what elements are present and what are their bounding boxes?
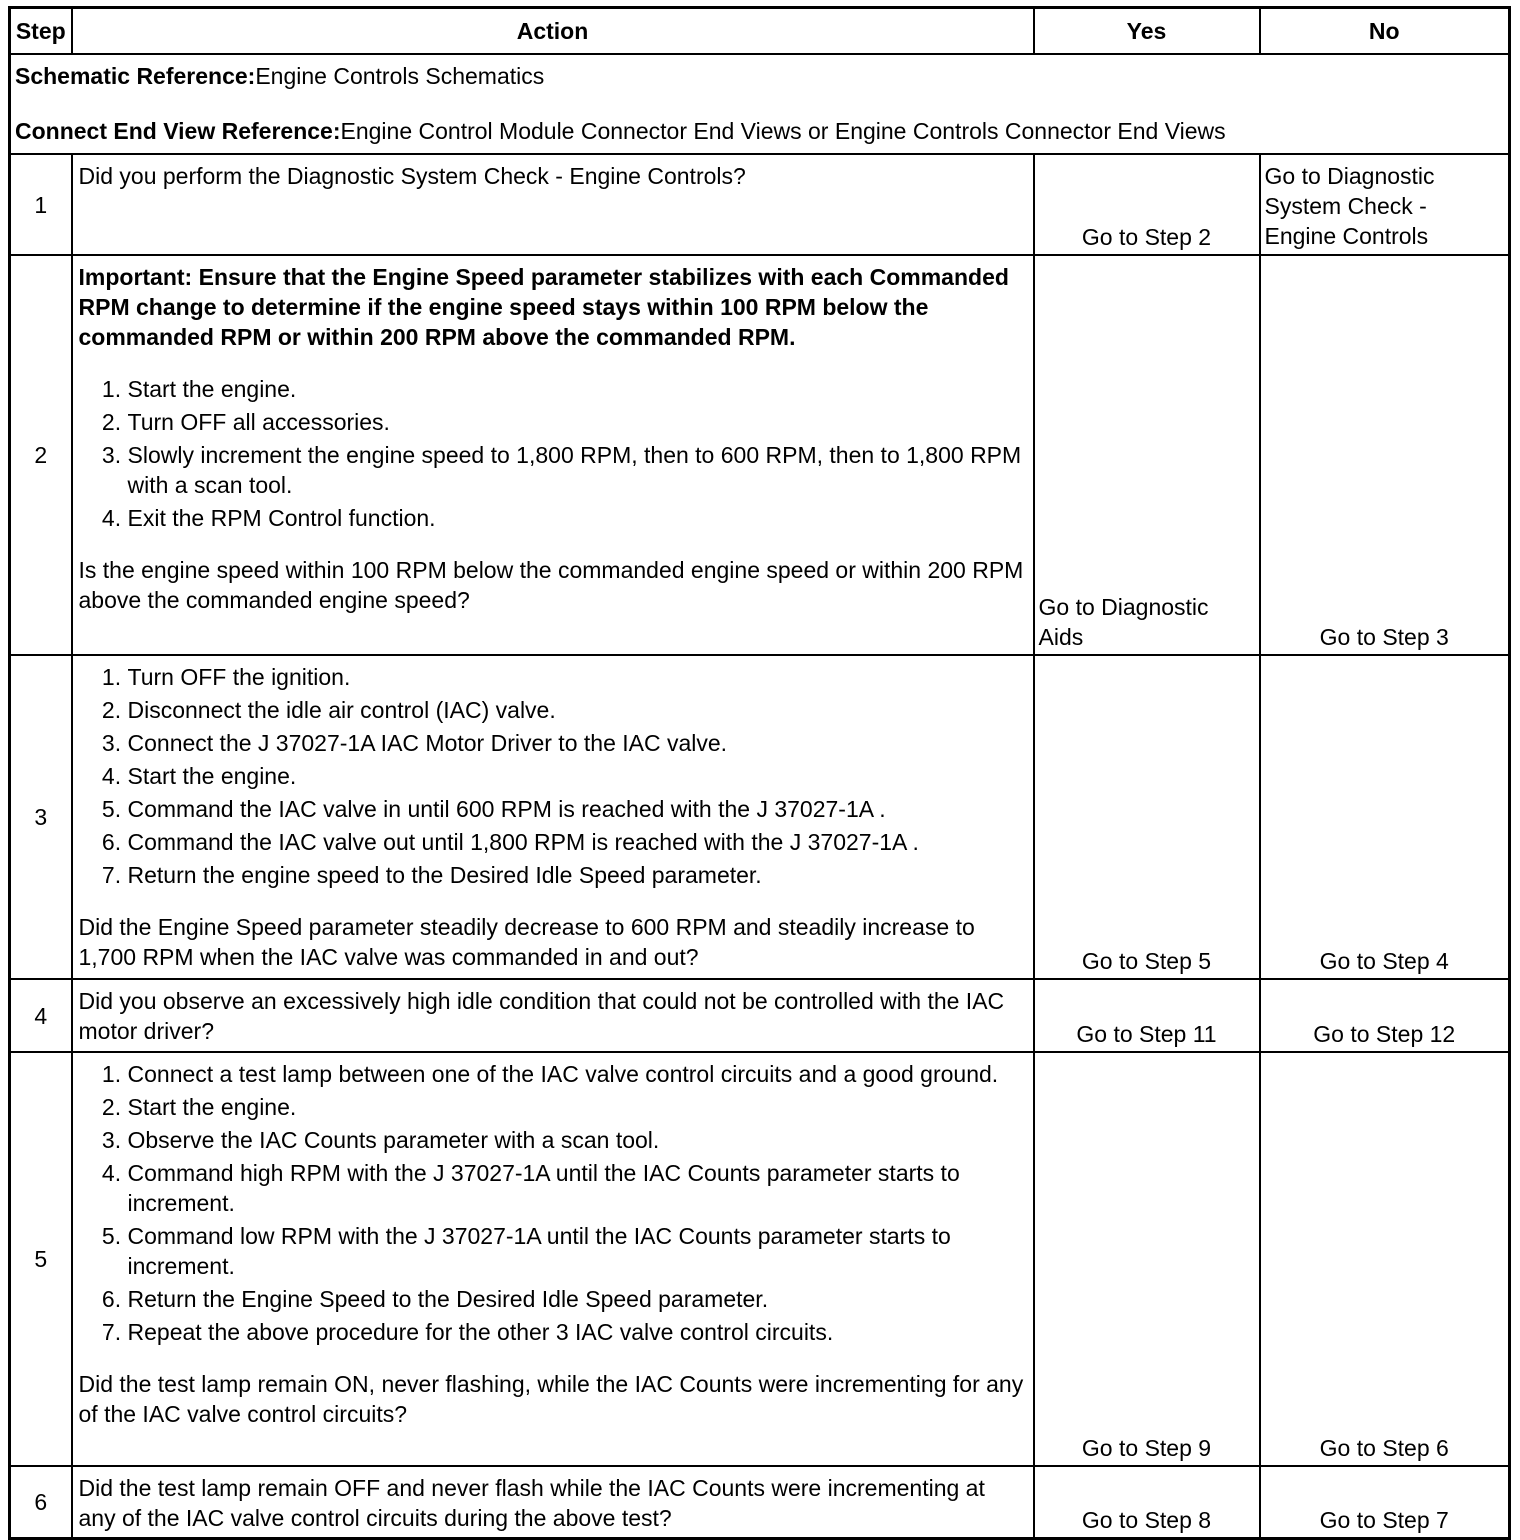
schematic-reference	[15, 61, 1504, 91]
step-question: Is the engine speed within 100 RPM below the commanded engine speed or within 200 RPM above the commanded engine speed?	[78, 557, 1024, 613]
list-item: 1. Connect a test lamp between one of the IAC valve control circuits and a good ground.	[128, 1059, 1027, 1089]
header-yes: Yes	[1034, 8, 1260, 55]
step-question: Did the test lamp remain OFF and never flash while the IAC Counts were incrementing at any of the IAC valve control circuits during the above test?	[78, 1475, 985, 1531]
list-item: 6. Command the IAC valve out until 1,800 RPM is reached with the J 37027-1A .	[128, 827, 1027, 857]
step-number: 1	[10, 154, 72, 255]
no-link[interactable]: Go to Step 12	[1260, 979, 1510, 1052]
header-action: Action	[72, 8, 1034, 55]
list-item: 4. Start the engine.	[128, 761, 1027, 791]
yes-link[interactable]: Go to Step 8	[1034, 1466, 1260, 1538]
no-link[interactable]: Go to Step 4	[1260, 655, 1510, 979]
table-row	[10, 1052, 1510, 1466]
list-item: 7. Return the engine speed to the Desired Idle Speed parameter.	[128, 860, 1027, 890]
table-row	[10, 1466, 1510, 1538]
list-item: 4. Exit the RPM Control function.	[128, 503, 1027, 533]
connector-reference-label: Connect End View Reference:	[15, 118, 341, 144]
no-link[interactable]: Go to Step 7	[1260, 1466, 1510, 1538]
no-link[interactable]: Go to Diagnostic System Check - Engine Controls	[1260, 154, 1510, 255]
connector-reference	[15, 116, 1504, 146]
references-cell	[10, 54, 1510, 154]
schematic-reference-link[interactable]: Engine Controls Schematics	[255, 63, 545, 89]
schematic-reference-label: Schematic Reference:	[15, 63, 256, 89]
no-link[interactable]: Go to Step 6	[1260, 1052, 1510, 1466]
list-item: 1. Start the engine.	[128, 374, 1027, 404]
yes-link[interactable]: Go to Step 9	[1034, 1052, 1260, 1466]
yes-link[interactable]: Go to Step 2	[1034, 154, 1260, 255]
action-cell	[72, 154, 1034, 255]
diagnostic-table	[8, 6, 1511, 1540]
yes-link[interactable]: Go to Step 5	[1034, 655, 1260, 979]
list-item: 2. Start the engine.	[128, 1092, 1027, 1122]
header-row	[10, 8, 1510, 55]
step-question: Did you perform the Diagnostic System Check - Engine Controls?	[78, 163, 746, 189]
procedure-list	[79, 1059, 1027, 1347]
table-row	[10, 655, 1510, 979]
action-cell	[72, 1052, 1034, 1466]
list-item: 5. Command low RPM with the J 37027-1A until the IAC Counts parameter starts to increment.	[128, 1221, 1027, 1281]
list-item: 4. Command high RPM with the J 37027-1A until the IAC Counts parameter starts to increment.	[128, 1158, 1027, 1218]
no-link[interactable]: Go to Step 3	[1260, 255, 1510, 655]
step-question: Did the Engine Speed parameter steadily decrease to 600 RPM and steadily increase to 1,700 RPM when the IAC valve was commanded in and out?	[78, 914, 975, 970]
list-item: 2. Turn OFF all accessories.	[128, 407, 1027, 437]
step-number: 4	[10, 979, 72, 1052]
reference-row	[10, 54, 1510, 154]
list-item: 1. Turn OFF the ignition.	[128, 662, 1027, 692]
step-number: 5	[10, 1052, 72, 1466]
action-cell	[72, 979, 1034, 1052]
table-row	[10, 979, 1510, 1052]
yes-link[interactable]: Go to Diagnostic Aids	[1034, 255, 1260, 655]
step-question: Did the test lamp remain ON, never flashing, while the IAC Counts were incrementing for any of the IAC valve control circuits?	[78, 1371, 1024, 1427]
list-item: 2. Disconnect the idle air control (IAC) valve.	[128, 695, 1027, 725]
important-note: Important: Ensure that the Engine Speed parameter stabilizes with each Commanded RPM change to determine if the engine speed stays within 100 RPM below the commanded RPM or within 200 RPM above the commanded RPM.	[78, 264, 1009, 350]
header-step: Step	[10, 8, 72, 55]
header-no: No	[1260, 8, 1510, 55]
table-row	[10, 154, 1510, 255]
list-item: 5. Command the IAC valve in until 600 RPM is reached with the J 37027-1A .	[128, 794, 1027, 824]
list-item: 3. Connect the J 37027-1A IAC Motor Driver to the IAC valve.	[128, 728, 1027, 758]
step-number: 3	[10, 655, 72, 979]
step-question: Did you observe an excessively high idle condition that could not be controlled with the IAC motor driver?	[78, 988, 1005, 1044]
yes-link[interactable]: Go to Step 11	[1034, 979, 1260, 1052]
connector-reference-link[interactable]: Engine Control Module Connector End Views or Engine Controls Connector End Views	[340, 118, 1226, 144]
table-row	[10, 255, 1510, 655]
action-cell	[72, 1466, 1034, 1538]
list-item: 3. Slowly increment the engine speed to 1,800 RPM, then to 600 RPM, then to 1,800 RPM with a scan tool.	[128, 440, 1027, 500]
step-number: 6	[10, 1466, 72, 1538]
action-cell	[72, 255, 1034, 655]
list-item: 7. Repeat the above procedure for the other 3 IAC valve control circuits.	[128, 1317, 1027, 1347]
procedure-list	[79, 662, 1027, 890]
procedure-list	[79, 374, 1027, 533]
action-cell	[72, 655, 1034, 979]
list-item: 6. Return the Engine Speed to the Desired Idle Speed parameter.	[128, 1284, 1027, 1314]
step-number: 2	[10, 255, 72, 655]
list-item: 3. Observe the IAC Counts parameter with a scan tool.	[128, 1125, 1027, 1155]
